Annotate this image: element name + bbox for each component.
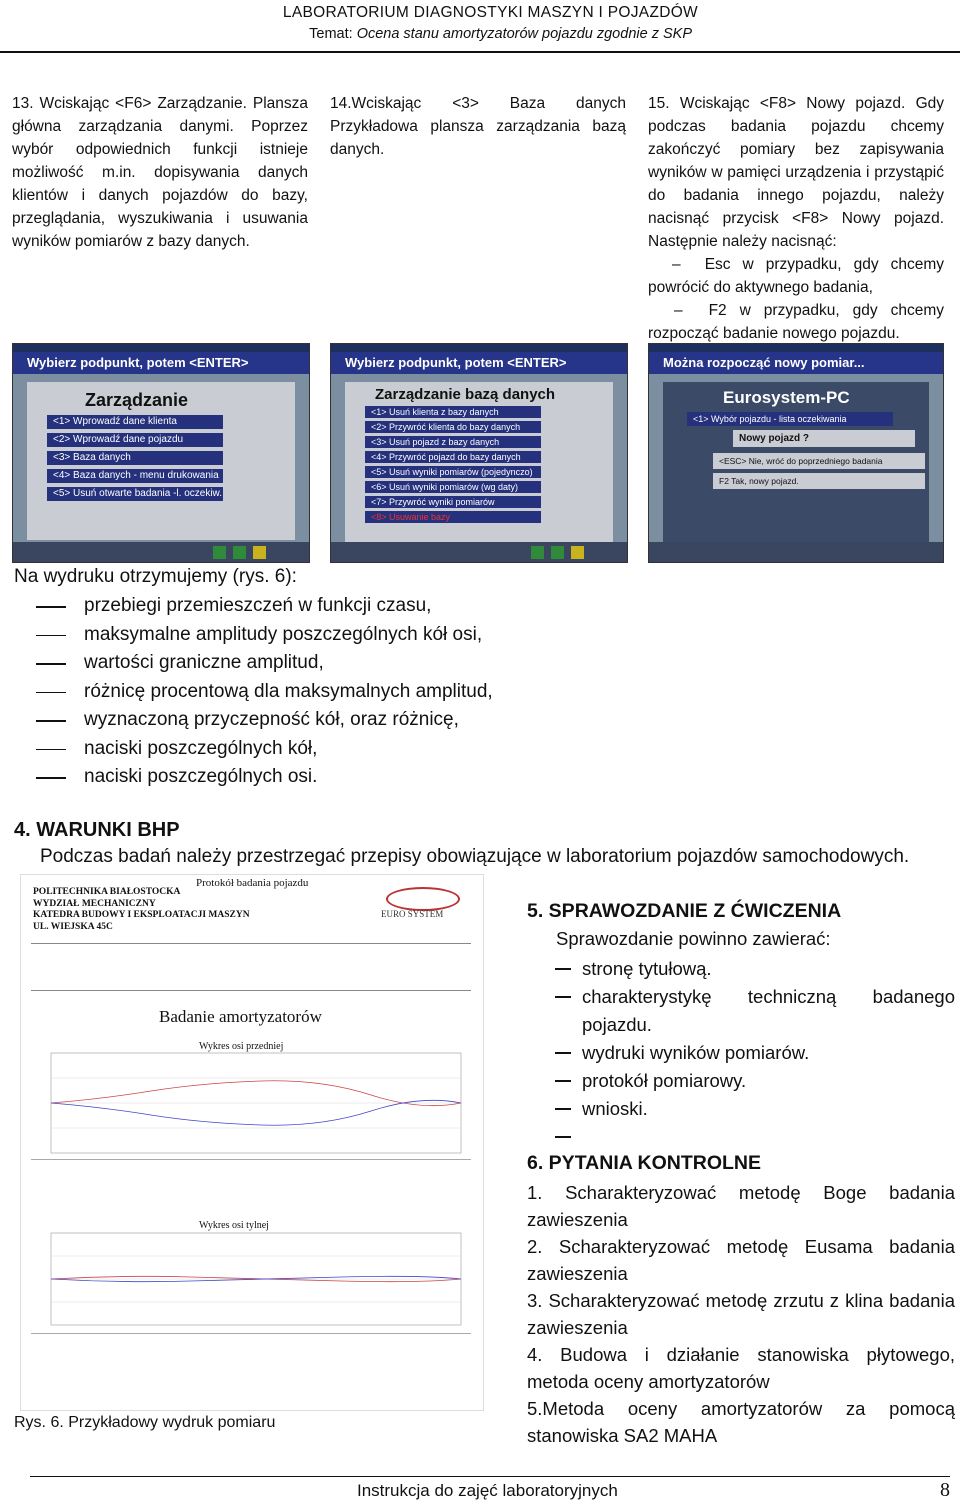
screen-prompt: Wybierz podpunkt, potem <ENTER> <box>331 352 627 374</box>
menu-item: <1> Usuń klienta z bazy danych <box>365 406 541 418</box>
protocol-main-title: Badanie amortyzatorów <box>159 1007 322 1026</box>
list-item: wyznaczoną przyczepność kół, oraz różnicę, <box>14 706 534 735</box>
question-item: 5.Metoda oceny amortyzatorów za pomocą stanowiska SA2 MAHA <box>527 1398 955 1446</box>
list-item: wnioski. <box>527 1095 955 1123</box>
footer-rule <box>30 1476 950 1477</box>
protocol-title: Protokół badania pojazdu <box>196 877 309 889</box>
dialog-option: F2 Tak, nowy pojazd. <box>713 473 925 489</box>
front-axis-chart <box>41 1051 471 1155</box>
screenshot-baza-danych <box>330 343 628 563</box>
screen-prompt: Można rozpocząć nowy pomiar... <box>649 352 943 374</box>
list-item: wartości graniczne amplitud, <box>14 649 534 678</box>
printout-list <box>14 592 534 792</box>
report-list <box>527 955 955 1151</box>
menu-item: <7> Przywróć wyniki pomiarów <box>365 496 541 508</box>
question-item: 4. Budowa i działanie stanowiska płytowego, metoda oceny amortyzatorów <box>527 1344 955 1392</box>
step-15-text: 15. Wciskając <F8> Nowy pojazd. Gdy podczas badania pojazdu chcemy zakończyć pomiary bez zapisywania wyników w pamięci urządzenia i przystąpić do badania innego pojazdu, należy nacisnąć przycisk <F8> Nowy pojazd. Następnie należy nacisnąć: <box>648 95 944 250</box>
header-rule <box>0 51 960 53</box>
section-heading-bhp: 4. WARUNKI BHP <box>14 819 180 841</box>
front-axis-results <box>31 1159 471 1218</box>
menu-item: <4> Przywróć pojazd do bazy danych <box>365 451 541 463</box>
report-intro: Sprawozdanie powinno zawierać: <box>556 928 831 949</box>
list-item: maksymalne amplitudy poszczególnych kół osi, <box>14 621 534 650</box>
step-15-item: – F2 w przypadku, gdy chcemy rozpocząć badanie nowego pojazdu. <box>648 302 944 342</box>
screenshot-nowy-pojazd <box>648 343 944 563</box>
euro-system-logo <box>386 887 460 911</box>
header-title: LABORATORIUM DIAGNOSTYKI MASZYN I POJAZDÓW <box>282 4 698 21</box>
list-item: stronę tytułową. <box>527 955 955 983</box>
menu-item: <1> Wybór pojazdu - lista oczekiwania <box>687 412 893 426</box>
printout-intro: Na wydruku otrzymujemy (rys. 6): <box>14 566 297 587</box>
header-topic: Temat: Ocena stanu amortyzatorów pojazdu zgodnie z SKP <box>309 26 692 42</box>
vehicle-info <box>31 943 471 991</box>
section-heading-questions: 6. PYTANIA KONTROLNE <box>527 1152 762 1174</box>
protocol-printout <box>20 874 484 1411</box>
menu-item: <8> Usuwanie bazy <box>365 511 541 523</box>
questions-list <box>527 1179 955 1449</box>
question-item: 3. Scharakteryzować metodę zrzutu z klina badania zawieszenia <box>527 1290 955 1338</box>
logo-text: EURO SYSTEM <box>381 909 444 919</box>
screen-title: Zarządzanie <box>85 390 189 410</box>
rear-axis-chart <box>41 1231 471 1327</box>
list-item: różnicę procentową dla maksymalnych amplitud, <box>14 678 534 707</box>
rear-axis-title: Wykres osi tylnej <box>199 1220 269 1231</box>
protocol-institution: POLITECHNIKA BIAŁOSTOCKA WYDZIAŁ MECHANICZNY KATEDRA BUDOWY I EKSPLOATACJI MASZYN UL. WIEJSKA 45C <box>33 887 250 932</box>
menu-item: <3> Baza danych <box>47 451 223 465</box>
menu-item: <5> Usuń wyniki pomiarów (pojedynczo) <box>365 466 541 478</box>
menu-item: <2> Przywróć klienta do bazy danych <box>365 421 541 433</box>
list-item: protokół pomiarowy. <box>527 1067 955 1095</box>
menu-item: <2> Wprowadź dane pojazdu <box>47 433 223 447</box>
dialog-title: Nowy pojazd ? <box>733 430 915 447</box>
page-number: 8 <box>940 1479 950 1501</box>
list-item: przebiegi przemieszczeń w funkcji czasu, <box>14 592 534 621</box>
menu-item: <5> Usuń otwarte badania -l. oczekiw. <box>47 487 223 501</box>
menu-item: <1> Wprowadź dane klienta <box>47 415 223 429</box>
screenshot-zarzadzanie <box>12 343 310 563</box>
dialog-option: <ESC> Nie, wróć do poprzedniego badania <box>713 453 925 469</box>
section-heading-report: 5. SPRAWOZDANIE Z ĆWICZENIA <box>527 900 842 922</box>
rear-axis-results <box>31 1333 471 1404</box>
step-14-text: 14.Wciskając <3> Baza danych Przykładowa plansza zarządzania bazą danych. <box>330 95 626 158</box>
screen-title: Zarządzanie bazą danych <box>375 386 556 403</box>
front-axis-title: Wykres osi przedniej <box>199 1041 284 1052</box>
list-item: naciski poszczególnych kół, <box>14 735 534 764</box>
bhp-text: Podczas badań należy przestrzegać przepisy obowiązujące w laboratorium pojazdów samochodowych. <box>40 846 910 867</box>
footer-text: Instrukcja do zajęć laboratoryjnych <box>357 1481 618 1500</box>
step-15-item: – Esc w przypadku, gdy chcemy powrócić do aktywnego badania, <box>648 256 944 296</box>
list-item <box>527 1123 955 1151</box>
question-item: 2. Scharakteryzować metodę Eusama badania zawieszenia <box>527 1236 955 1284</box>
menu-item: <4> Baza danych - menu drukowania <box>47 469 223 483</box>
menu-item: <6> Usuń wyniki pomiarów (wg daty) <box>365 481 541 493</box>
question-item: 1. Scharakteryzować metodę Boge badania zawieszenia <box>527 1182 955 1230</box>
figure-caption: Rys. 6. Przykładowy wydruk pomiaru <box>14 1414 276 1431</box>
screen-title: Eurosystem-PC <box>663 382 929 408</box>
screen-prompt: Wybierz podpunkt, potem <ENTER> <box>13 352 309 374</box>
step-13-text: 13. Wciskając <F6> Zarządzanie. Plansza główna zarządzania danymi. Poprzez wybór odpowiednich funkcji istnieje możliwość m.in. dopisywania danych klientów i danych pojazdów do bazy, przeglądania, wyszukiwania i usuwania wyników pomiarów z bazy danych. <box>12 95 308 250</box>
list-item: wydruki wyników pomiarów. <box>527 1039 955 1067</box>
list-item: charakterystykę techniczną badanego pojazdu. <box>527 983 955 1039</box>
menu-item: <3> Usuń pojazd z bazy danych <box>365 436 541 448</box>
step-15-block <box>648 92 944 345</box>
list-item: naciski poszczególnych osi. <box>14 763 534 792</box>
